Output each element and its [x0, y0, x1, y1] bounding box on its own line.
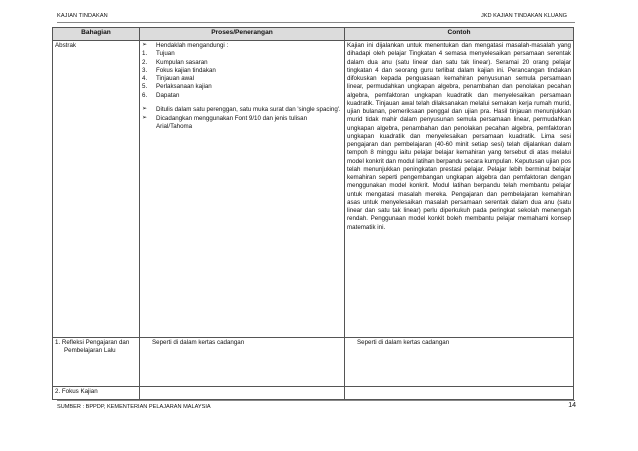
footer-source: SUMBER : BPPDP, KEMENTERIAN PELAJARAN MALAYSIA — [57, 404, 211, 410]
cell-refleksi-contoh: Seperti di dalam kertas cadangan — [345, 337, 574, 386]
header-right: JKD KAJIAN TINDAKAN KLUANG — [481, 13, 567, 19]
list-item: 5. Perlaksanaan kajian — [142, 83, 212, 91]
list-item: 3. Fokus kajian tindakan — [142, 66, 216, 74]
arrow-bullet-icon: ➢ — [142, 115, 148, 122]
header-proses: Proses/Penerangan — [140, 28, 345, 41]
table-header-row — [53, 28, 574, 41]
cell-fokus-contoh — [345, 386, 574, 399]
list-item: ➢ Hendaklah mengandungi : — [142, 42, 229, 50]
header-left: KAJIAN TINDAKAN — [57, 13, 108, 19]
cell-abstrak-proses — [140, 41, 345, 338]
table-row-refleksi — [53, 337, 574, 386]
list-item: 4. Tinjauan awal — [142, 75, 194, 83]
table-row-fokus — [53, 386, 574, 399]
footer-rule — [57, 400, 575, 401]
cell-refleksi-label: 1. Refleksi Pengajaran dan Pembelajaran Lalu — [53, 337, 140, 386]
contoh-paragraph: Kajian ini dijalankan untuk menentukan dan mengatasi masalah-masalah yang dihadapi oleh pelajar Tingkatan 4 semasa menyelesaikan persamaan serentak dalam dua anu (satu linear dan satu tak linear). Seramai 20 orang pelajar tingkatan 4 dan seorang guru terlibat dalam kajian ini. Perancangan tindakan difokuskan kepada penguasaan kemahiran penyusunan semula persamaan linear, permudahkan ungkapan algebra, penambahan dan penolakan pecahan algebra, pemfaktoran ungkapan kuadratik dan menyelesaikan persamaan kuadratik. Tinjauan awal telah dilaksanakan melalui semakan kerja rumah murid, ujian bulanan, pemeriksaan penggal dan ujian pra. Hasil tinjauan menunjukkan murid tidak mahir dalam penyusunan semula persamaan linear, permudahkan ungkapan algebra, penambahan dan penolakan pecahan algebra, pemfaktoran ungkapan kuadratik dan menyelesaikan persamaan kuadratik. Lima sesi pengajaran dan pembelajaran (40-60 minit setiap sesi) telah dijalankan dalam tempoh 8 minggu iaitu pelajar belajar kemahiran yang tersebut di atas melalui model konkrit dan modul latihan berpandu secara kumpulan. Keputusan ujian pos telah menunjukkan peningkatan prestasi pelajar. Pelajar lebih berminat belajar kemahiran seperti pengembangan ungkapan algebra dan pemfaktoran dengan menggunakan model konkrit. Modul latihan berpandu telah membantu pelajar untuk mengatasi masalah mereka. Pengajaran dan pembelajaran kemahiran asas untuk menyelesaikan masalah persamaan serentak dalam dua anu (satu linear dan satu tak linear) perlu diperkukuh pada peringkat sekolah menengah rendah. Penggunaan model konkit boleh membantu pelajar memahami konsep matematik ini. — [347, 42, 571, 231]
arrow-bullet-icon: ➢ — [142, 42, 148, 49]
document-table — [52, 27, 574, 400]
list-item: ➢ Dicadangkan menggunakan Font 9/10 dan jenis tulisan Arial/Tahoma — [142, 115, 308, 131]
table-row-abstrak — [53, 41, 574, 338]
cell-refleksi-proses: Seperti di dalam kertas cadangan — [140, 337, 345, 386]
list-item: 2. Kumpulan sasaran — [142, 58, 208, 66]
list-item: 6. Dapatan — [142, 91, 180, 99]
header-contoh: Contoh — [345, 28, 574, 41]
arrow-bullet-icon: ➢ — [142, 105, 148, 112]
header-rule — [57, 22, 575, 23]
list-item: ➢ Ditulis dalam satu perenggan, satu muka surat dan 'single spacing'. — [142, 105, 341, 113]
list-item: 1. Tujuan — [142, 50, 175, 58]
header-bahagian: Bahagian — [53, 28, 140, 41]
cell-fokus-proses — [140, 386, 345, 399]
cell-fokus-label: 2. Fokus Kajian — [53, 386, 140, 399]
cell-abstrak-label: Abstrak — [53, 41, 140, 338]
page-number: 14 — [568, 402, 576, 409]
abstrak-steps-list — [142, 50, 342, 100]
cell-abstrak-contoh — [345, 41, 574, 338]
